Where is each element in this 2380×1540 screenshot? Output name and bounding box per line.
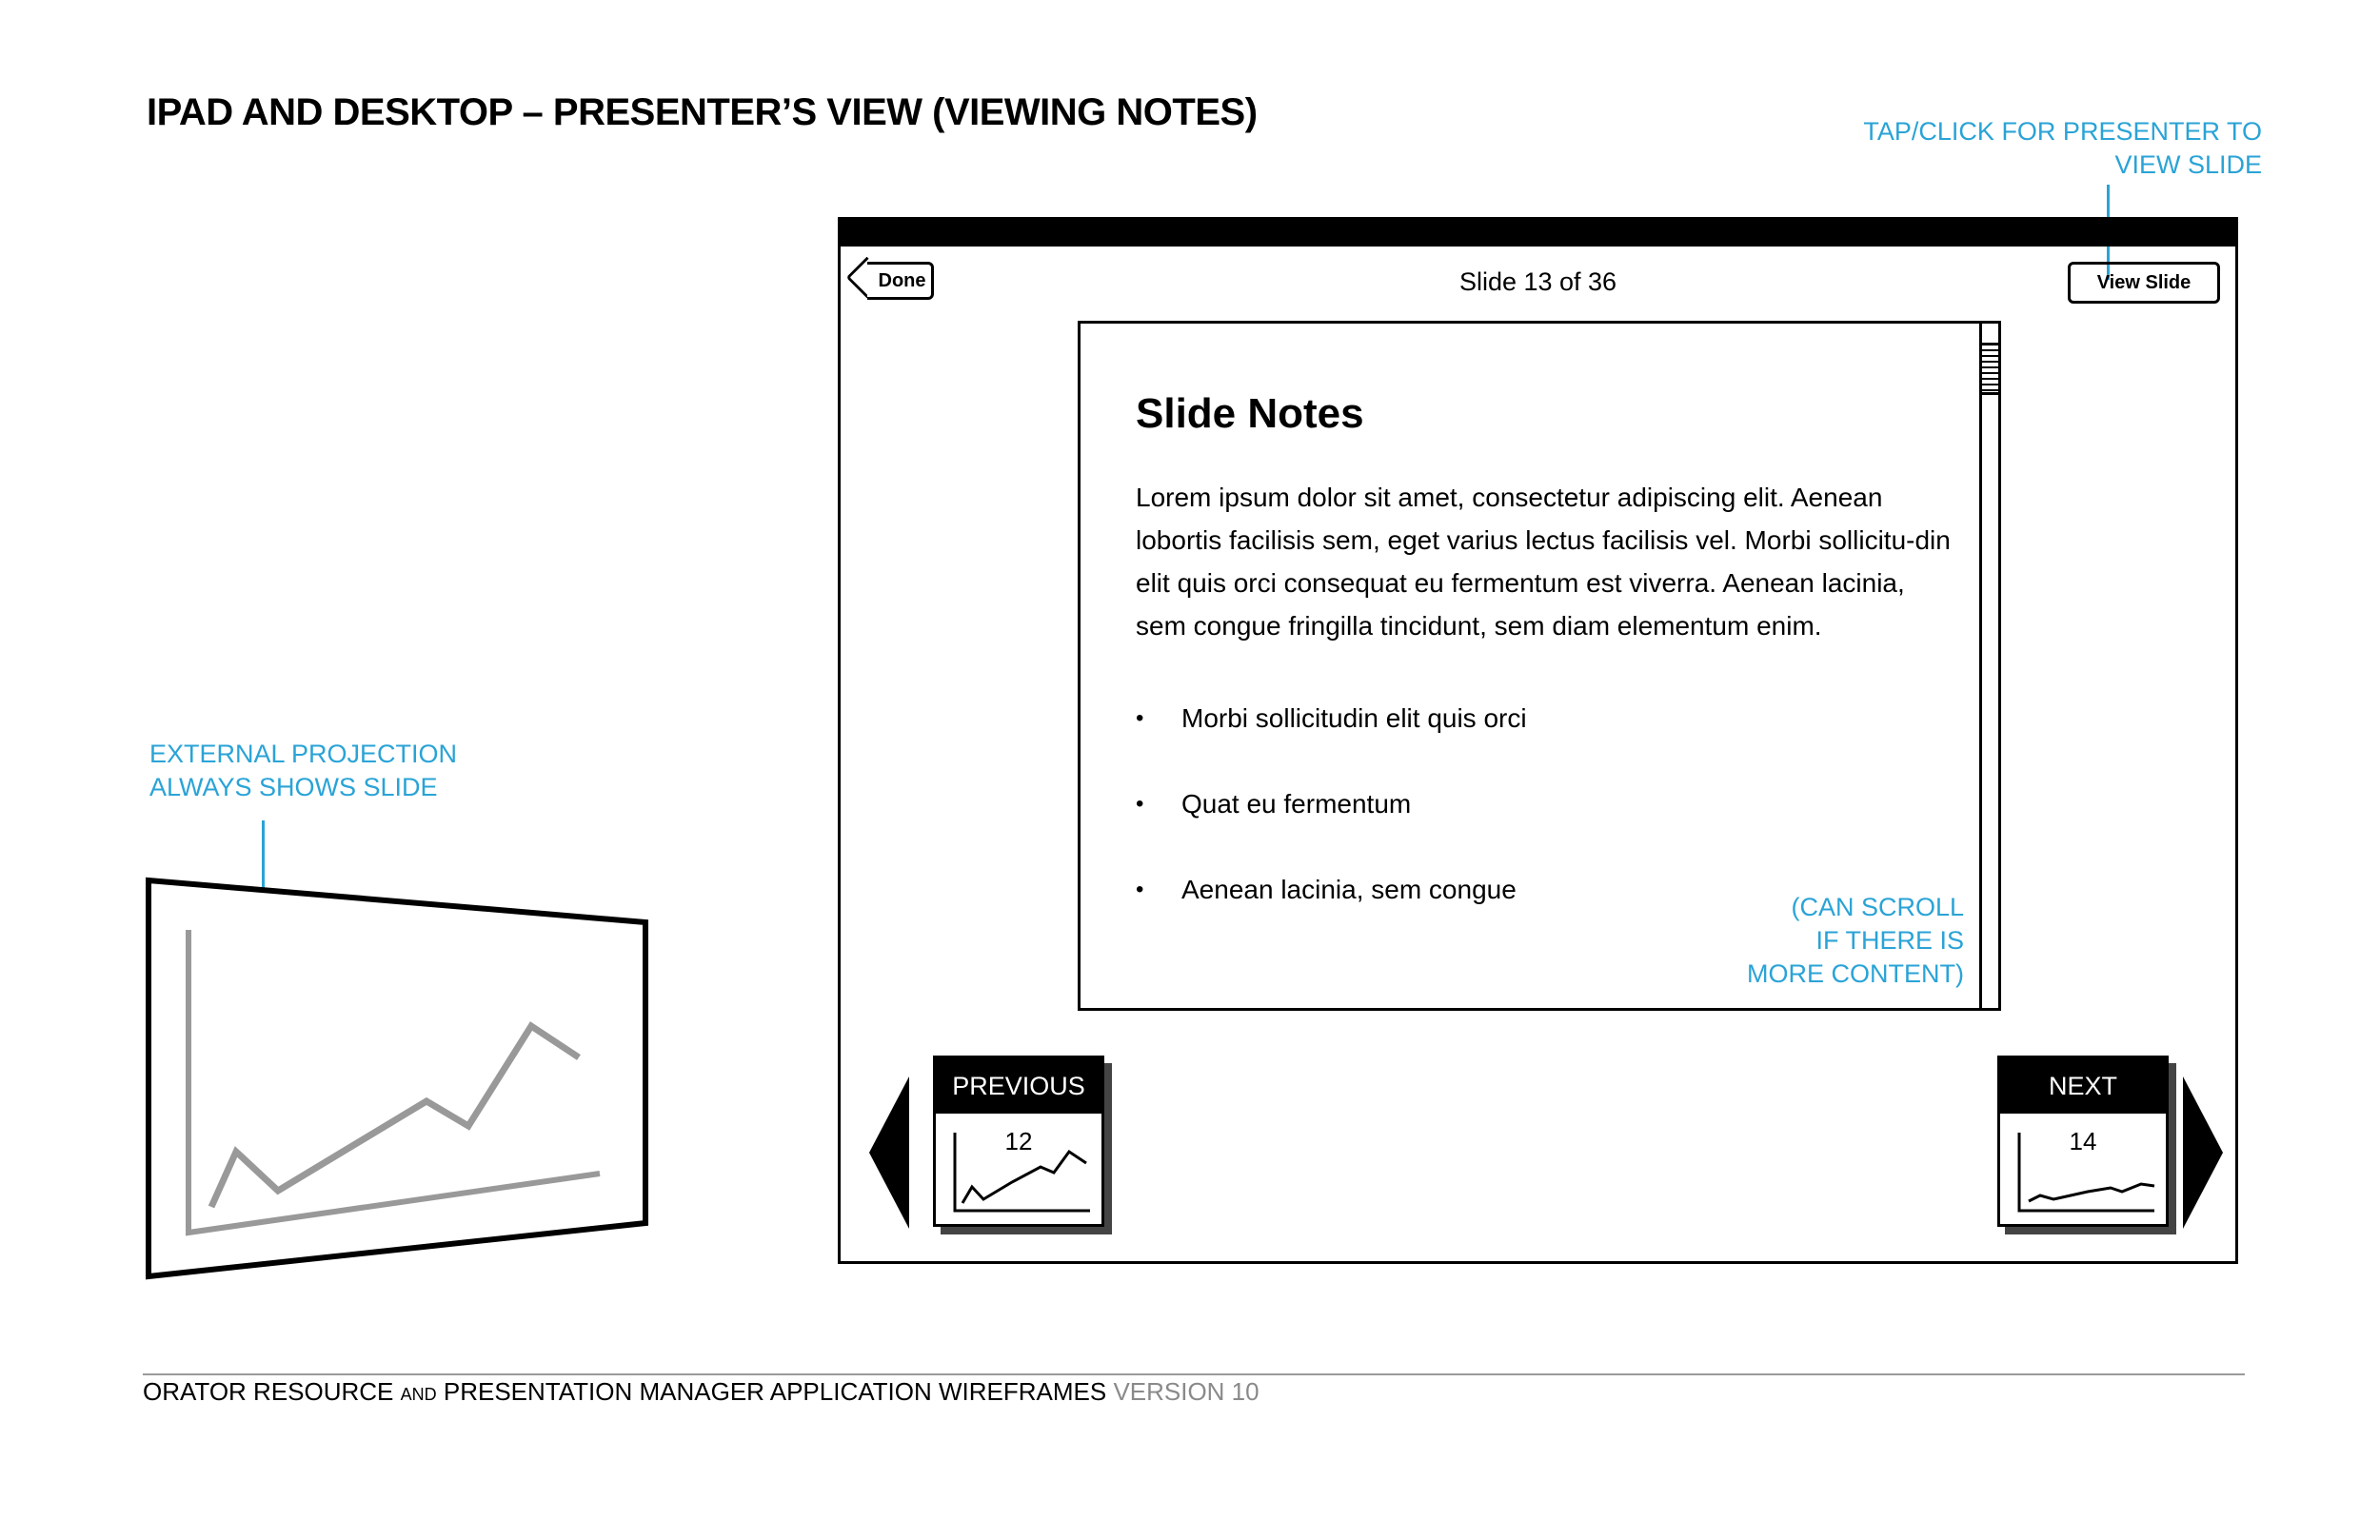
bullet-icon: •	[1136, 705, 1144, 731]
footer-title-part1: ORATOR RESOURCE	[143, 1377, 401, 1406]
bullet-icon: •	[1136, 791, 1144, 817]
list-item-text: Quat eu fermentum	[1181, 789, 1412, 819]
previous-slide-number: 12	[1004, 1127, 1033, 1155]
notes-title: Slide Notes	[1136, 390, 1364, 437]
callout-line-2: IF THERE IS	[1815, 926, 1964, 955]
callout-line-1: EXTERNAL PROJECTION	[149, 740, 458, 768]
callout-line-3: MORE CONTENT)	[1747, 959, 1964, 988]
view-slide-callout	[1863, 115, 2262, 182]
view-slide-button[interactable]: View Slide	[2068, 262, 2220, 304]
projection-callout	[149, 738, 457, 804]
footer-divider	[143, 1373, 2245, 1375]
previous-arrow-icon[interactable]	[869, 1076, 909, 1229]
next-label: NEXT	[2000, 1058, 2166, 1114]
card-face	[1997, 1056, 2169, 1227]
next-slide-number: 14	[2069, 1127, 2097, 1155]
notes-panel[interactable]	[1078, 321, 2001, 1011]
next-arrow-icon[interactable]	[2183, 1076, 2223, 1229]
callout-line-1: TAP/CLICK FOR PRESENTER TO	[1863, 117, 2262, 146]
external-projection-screen	[133, 861, 666, 1290]
footer	[143, 1377, 1259, 1407]
next-slide-card[interactable]	[1997, 1056, 2169, 1227]
next-thumbnail-chart	[2012, 1125, 2160, 1220]
page-title: IPAD AND DESKTOP – PRESENTER’S VIEW (VIEWING NOTES)	[147, 91, 1258, 133]
previous-thumbnail-chart	[947, 1125, 1096, 1220]
card-face	[933, 1056, 1104, 1227]
bullet-icon: •	[1136, 877, 1144, 902]
previous-label: PREVIOUS	[936, 1058, 1101, 1114]
list-item-text: Aenean lacinia, sem congue	[1181, 875, 1517, 904]
footer-version: VERSION 10	[1113, 1377, 1259, 1406]
slide-counter: Slide 13 of 36	[1458, 267, 1617, 296]
previous-slide-card[interactable]	[933, 1056, 1104, 1227]
list-item	[1136, 697, 1897, 782]
done-button[interactable]: Done	[867, 262, 934, 300]
notes-scrollbar[interactable]	[1979, 324, 1998, 1008]
footer-title-part3: PRESENTATION MANAGER APPLICATION WIREFRAMES	[436, 1377, 1107, 1406]
notes-body: Lorem ipsum dolor sit amet, consectetur adipiscing elit. Aenean lobortis facilisis sem, eget varius lectus facilisis vel. Morbi sollicitu-din elit quis orci consequat eu fermentum est viverra. Aenean lacinia, sem congue fringilla tincidunt, sem diam elementum enim.	[1136, 483, 1951, 641]
list-item	[1136, 782, 1897, 868]
callout-line-1: (CAN SCROLL	[1791, 893, 1964, 921]
projection-frame	[149, 880, 645, 1276]
callout-line-2: VIEW SLIDE	[2114, 150, 2262, 179]
device-status-bar	[841, 220, 2235, 247]
scroll-callout	[1747, 891, 1964, 991]
presenter-device	[838, 217, 2238, 1264]
callout-line-2: ALWAYS SHOWS SLIDE	[149, 773, 438, 801]
scrollbar-thumb[interactable]	[1982, 343, 1998, 395]
footer-title-part2: AND	[400, 1385, 437, 1404]
list-item-text: Morbi sollicitudin elit quis orci	[1181, 703, 1527, 733]
